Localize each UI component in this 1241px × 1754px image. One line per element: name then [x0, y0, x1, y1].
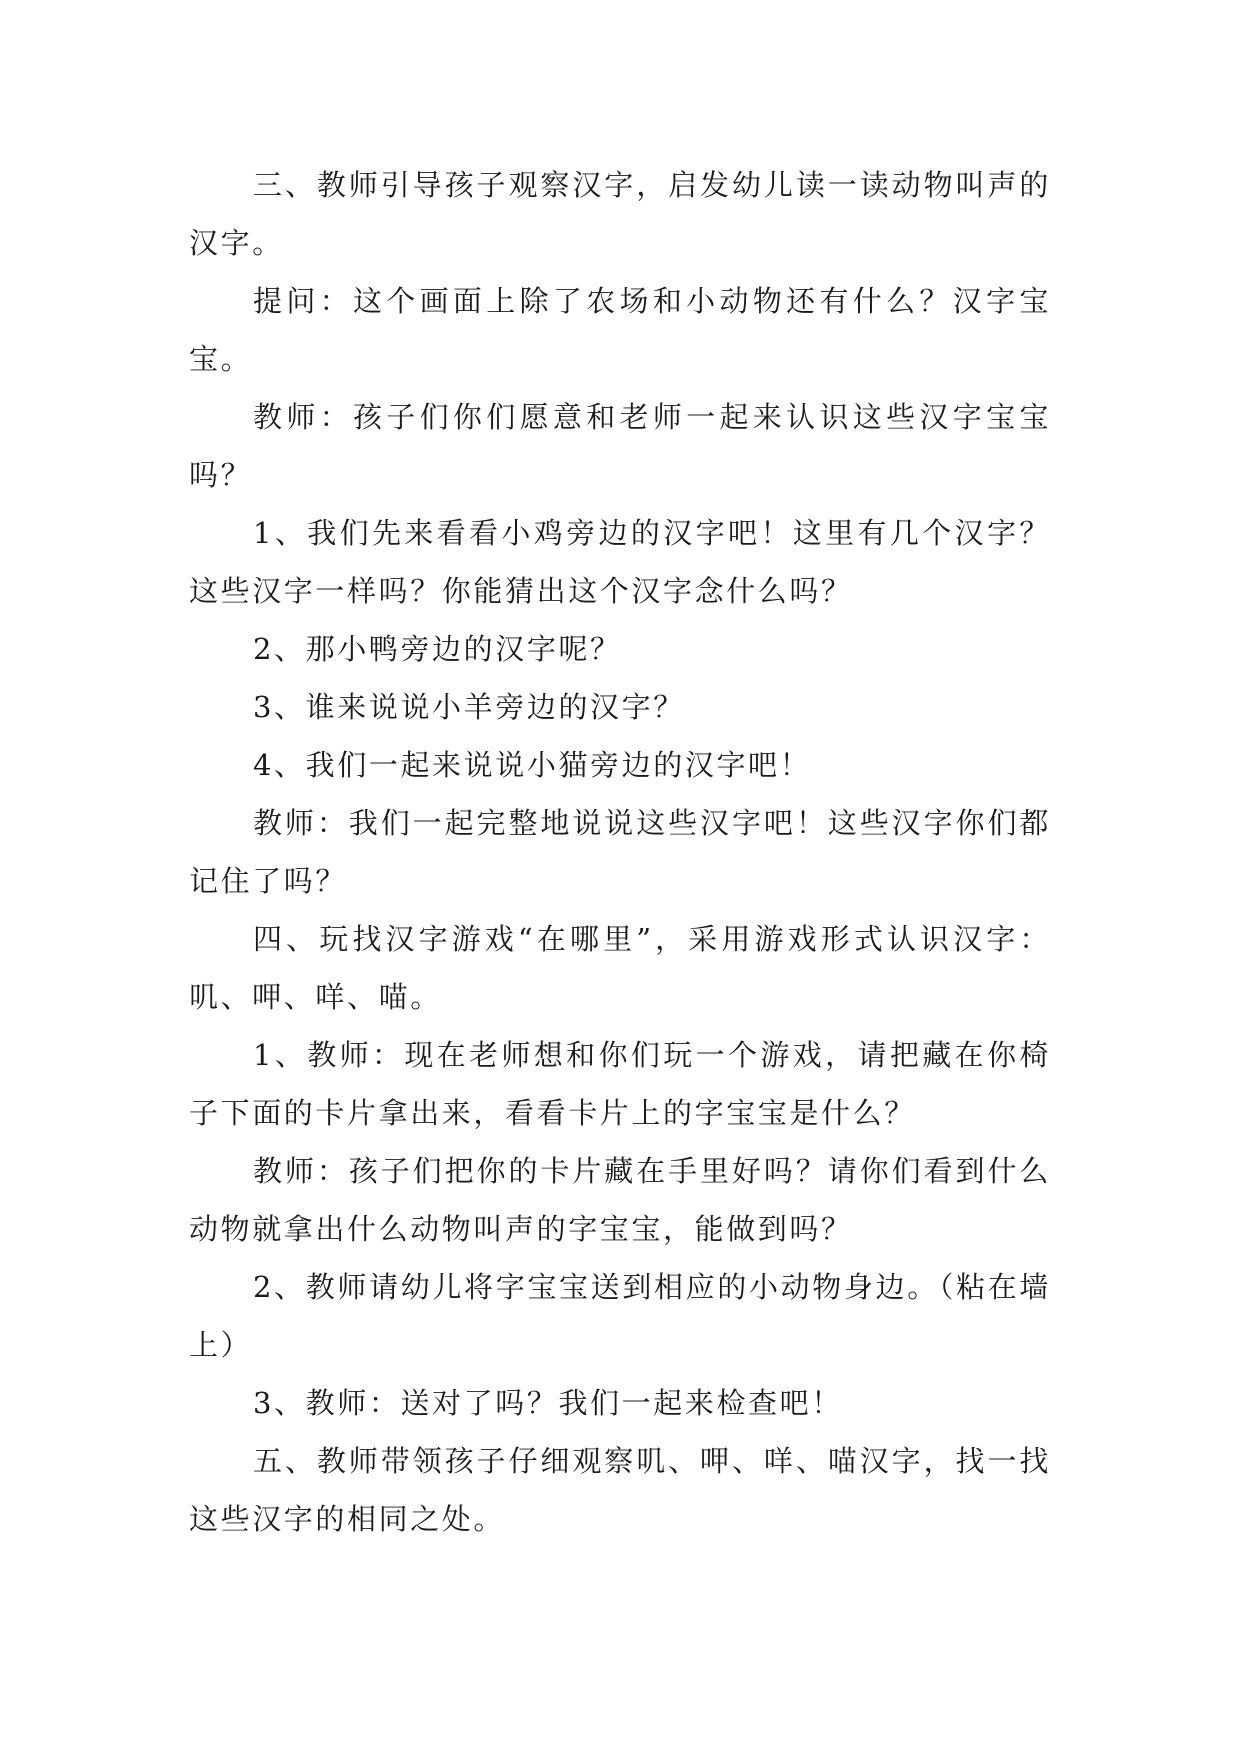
- paragraph-section-4: 四、玩找汉字游戏“在哪里”，采用游戏形式认识汉字：叽、呷、咩、喵。: [189, 922, 1051, 1014]
- paragraph-item-3: 3、谁来说说小羊旁边的汉字？: [253, 690, 685, 724]
- paragraph-question: 提问：这个画面上除了农场和小动物还有什么？汉字宝宝。: [189, 284, 1051, 376]
- paragraph-teacher-3: 教师：孩子们把你的卡片藏在手里好吗？请你们看到什么动物就拿出什么动物叫声的字宝宝，能做到吗？: [189, 1154, 1051, 1246]
- paragraph-teacher-2: 教师：我们一起完整地说说这些汉字吧！这些汉字你们都记住了吗？: [189, 806, 1051, 898]
- paragraph-section-3: 三、教师引导孩子观察汉字，启发幼儿读一读动物叫声的汉字。: [189, 168, 1051, 260]
- paragraph-item-4: 4、我们一起来说说小猫旁边的汉字吧！: [253, 748, 812, 782]
- paragraph-item-2: 2、那小鸭旁边的汉字呢？: [253, 632, 622, 666]
- paragraph-game-3: 3、教师：送对了吗？我们一起来检查吧！: [253, 1386, 843, 1420]
- paragraph-item-1: 1、我们先来看看小鸡旁边的汉字吧！这里有几个汉字？这些汉字一样吗？你能猜出这个汉字念什么吗？: [189, 516, 1051, 608]
- document-body: [189, 156, 1051, 1548]
- paragraph-teacher-1: 教师：孩子们你们愿意和老师一起来认识这些汉字宝宝吗？: [189, 400, 1051, 492]
- paragraph-section-5: 五、教师带领孩子仔细观察叽、呷、咩、喵汉字，找一找这些汉字的相同之处。: [189, 1444, 1051, 1536]
- paragraph-game-1: 1、教师：现在老师想和你们玩一个游戏，请把藏在你椅子下面的卡片拿出来，看看卡片上的字宝宝是什么？: [189, 1038, 1051, 1130]
- paragraph-game-2: 2、教师请幼儿将字宝宝送到相应的小动物身边。（粘在墙上）: [189, 1270, 1051, 1362]
